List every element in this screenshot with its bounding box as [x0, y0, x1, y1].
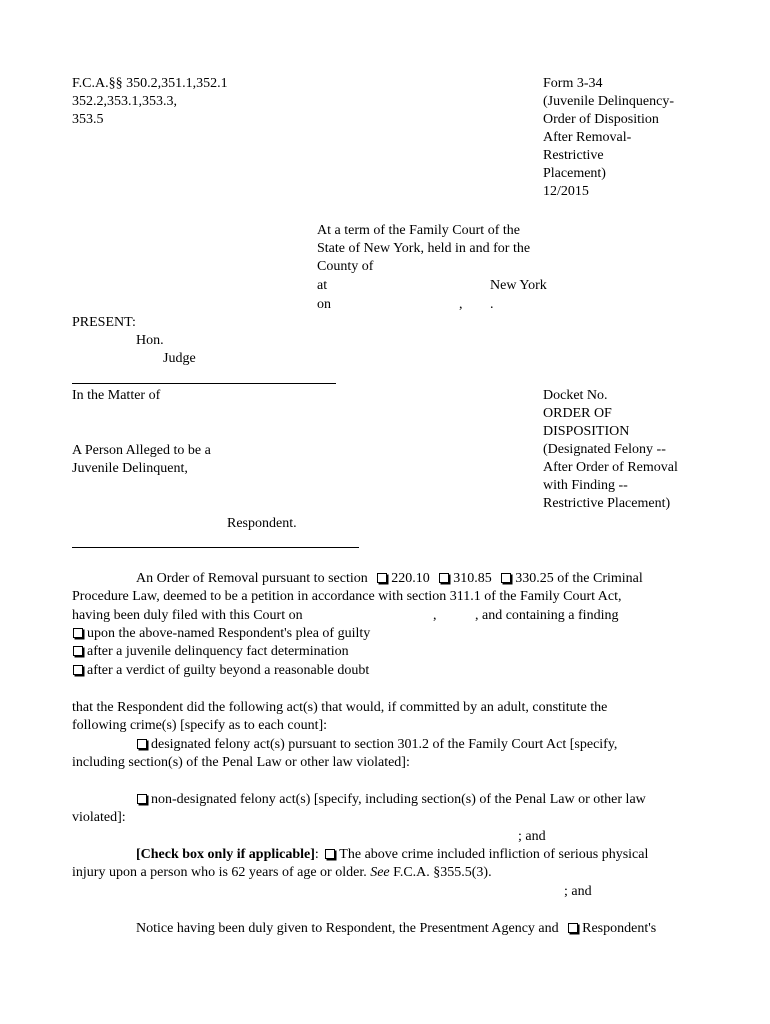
order-title-line: ORDER OF [543, 406, 612, 421]
crimes-paragraph-line2: following crime(s) [specify as to each count]: [72, 718, 328, 733]
court-term-comma: , [459, 297, 463, 312]
finding-plea-label: upon the above-named Respondent's plea of guilty [87, 626, 371, 641]
non-designated-felony-row [136, 791, 646, 809]
finding-verdict-label: after a verdict of guilty beyond a reasonable doubt [87, 663, 370, 678]
elderly-injury-row [136, 846, 648, 864]
option-220-10: 220.10 [391, 571, 430, 586]
non-designated-felony-line2: violated]: [72, 810, 126, 825]
form-info-line: Restrictive [543, 148, 604, 163]
checkbox-elderly-injury[interactable] [325, 849, 335, 859]
crimes-paragraph-line1: that the Respondent did the following act(s) that would, if committed by an adult, constitute the [72, 700, 608, 715]
caption-person-line2: Juvenile Delinquent, [72, 461, 188, 476]
checkbox-310-85[interactable] [439, 573, 449, 583]
checkbox-330-25[interactable] [501, 573, 511, 583]
checkbox-non-designated-felony[interactable] [137, 794, 147, 804]
designated-felony-line2: including section(s) of the Penal Law or other law violated]: [72, 755, 410, 770]
present-label: PRESENT: [72, 315, 136, 330]
court-term-line1: At a term of the Family Court of the [317, 223, 520, 238]
statute-line: F.C.A.§§ 350.2,351.1,352.1 [72, 76, 228, 91]
elderly-injury-line2 [72, 864, 492, 882]
finding-text: , and containing a finding [475, 608, 619, 623]
finding-verdict-row [72, 662, 369, 680]
order-title-line: After Order of Removal [543, 460, 678, 475]
form-info-line: Placement) [543, 166, 606, 181]
and-connector-1: ; and [518, 829, 546, 844]
caption-respondent: Respondent. [227, 516, 297, 531]
check-applicable-label: [Check box only if applicable] [136, 847, 315, 862]
court-term-state: New York [490, 278, 547, 293]
court-term-on: on [317, 297, 331, 312]
non-designated-felony-label: non-designated felony act(s) [specify, including section(s) of the Penal Law or other law [151, 792, 646, 807]
option-330-25: 330.25 of the Criminal [515, 571, 643, 586]
check-applicable-colon: : [314, 847, 319, 862]
checkbox-fact-determination[interactable] [73, 646, 83, 656]
statute-reference [72, 75, 228, 129]
form-info-line: Order of Disposition [543, 112, 659, 127]
checkbox-verdict[interactable] [73, 665, 83, 675]
form-info-line: Form 3-34 [543, 76, 603, 91]
see-signal: See [370, 865, 390, 880]
notice-text: Notice having been duly given to Respondent, the Presentment Agency and [136, 921, 559, 936]
statute-line: 353.5 [72, 112, 104, 127]
removal-paragraph-line2: Procedure Law, deemed to be a petition in accordance with section 311.1 of the Family Court Act, [72, 589, 622, 604]
elderly-injury-label: The above crime included infliction of serious physical [339, 847, 649, 862]
finding-fact-row [72, 643, 349, 661]
caption-bottom-rule [72, 547, 359, 548]
court-term-line2: State of New York, held in and for the [317, 241, 531, 256]
form-info [543, 75, 674, 201]
present-judge: Judge [163, 351, 196, 366]
docket-number-label: Docket No. [543, 388, 608, 403]
notice-end-text: Respondent's [582, 921, 657, 936]
caption-top-rule [72, 383, 336, 384]
docket-title-block [543, 387, 678, 513]
court-term-at: at [317, 278, 328, 293]
order-title-line: with Finding -- [543, 478, 628, 493]
designated-felony-label: designated felony act(s) pursuant to section 301.2 of the Family Court Act [specify, [151, 737, 618, 752]
option-310-85: 310.85 [453, 571, 492, 586]
checkbox-respondents-counsel[interactable] [568, 923, 578, 933]
elderly-injury-text: injury upon a person who is 62 years of age or older. [72, 865, 367, 880]
form-info-line: (Juvenile Delinquency- [543, 94, 675, 109]
order-title-line: (Designated Felony -- [543, 442, 666, 457]
form-info-line: 12/2015 [543, 184, 589, 199]
caption-matter: In the Matter of [72, 388, 161, 403]
form-info-line: After Removal- [543, 130, 632, 145]
removal-paragraph-line1 [136, 570, 643, 588]
order-title-line: DISPOSITION [543, 424, 630, 439]
court-term-county: County of [317, 259, 374, 274]
notice-line [136, 920, 656, 938]
present-hon: Hon. [136, 333, 164, 348]
checkbox-designated-felony[interactable] [137, 739, 147, 749]
designated-felony-row [136, 736, 617, 754]
filed-date-comma: , [433, 608, 437, 623]
checkbox-plea[interactable] [73, 628, 83, 638]
court-term-period: . [490, 297, 494, 312]
removal-intro: An Order of Removal pursuant to section [136, 571, 368, 586]
filed-date-line: having been duly filed with this Court on [72, 608, 303, 623]
statute-citation: F.C.A. §355.5(3). [393, 865, 492, 880]
finding-fact-label: after a juvenile delinquency fact determination [87, 644, 349, 659]
and-connector-2: ; and [564, 884, 592, 899]
caption-person-line1: A Person Alleged to be a [72, 443, 211, 458]
checkbox-220-10[interactable] [377, 573, 387, 583]
order-title-line: Restrictive Placement) [543, 496, 671, 511]
finding-plea-row [72, 625, 370, 643]
statute-line: 352.2,353.1,353.3, [72, 94, 177, 109]
